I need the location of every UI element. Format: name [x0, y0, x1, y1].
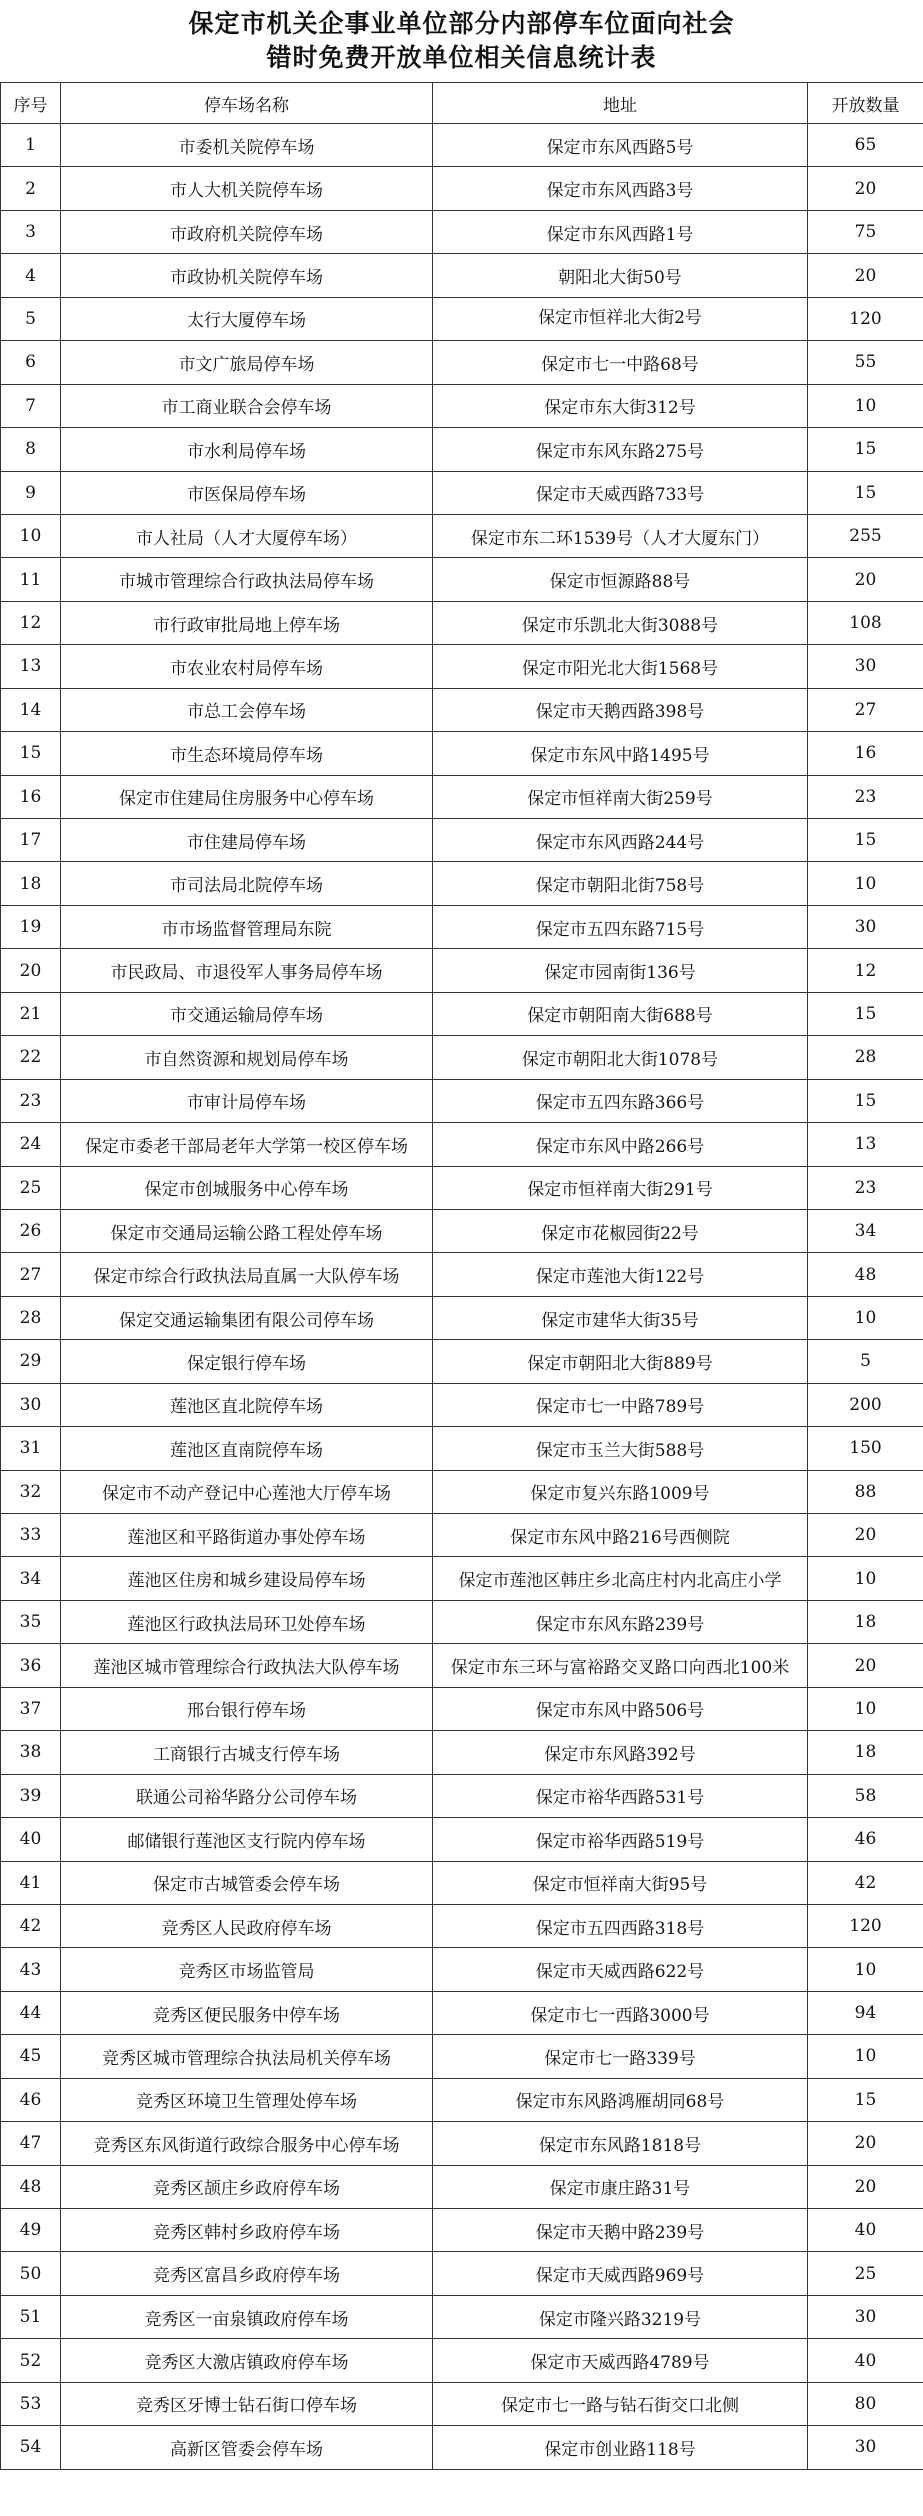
row-name: 市水利局停车场: [61, 428, 433, 471]
row-addr: 保定市东三环与富裕路交叉路口向西北100米: [433, 1644, 808, 1687]
row-num: 5: [1, 297, 61, 340]
table-row: [1, 2035, 923, 2078]
row-name: 保定交通运输集团有限公司停车场: [61, 1296, 433, 1339]
row-addr: 保定市花椒园街22号: [433, 1209, 808, 1252]
row-num: 19: [1, 905, 61, 948]
row-count: 10: [808, 1557, 923, 1600]
row-count: 75: [808, 210, 923, 253]
row-count: 200: [808, 1383, 923, 1426]
table-row: [1, 2122, 923, 2165]
row-name: 保定市委老干部局老年大学第一校区停车场: [61, 1123, 433, 1166]
row-name: 竞秀区环境卫生管理处停车场: [61, 2078, 433, 2121]
row-addr: 保定市朝阳北大街889号: [433, 1340, 808, 1383]
row-name: 竞秀区市场监管局: [61, 1948, 433, 1991]
row-num: 23: [1, 1079, 61, 1122]
row-count: 30: [808, 905, 923, 948]
table-row: [1, 688, 923, 731]
table-body: [1, 124, 923, 2470]
row-addr: 保定市天威西路733号: [433, 471, 808, 514]
row-addr: 保定市东风路鸿雁胡同68号: [433, 2078, 808, 2121]
row-num: 22: [1, 1036, 61, 1079]
row-name: 竞秀区便民服务中停车场: [61, 1991, 433, 2034]
row-name: 保定市创城服务中心停车场: [61, 1166, 433, 1209]
table-row: [1, 1991, 923, 2034]
row-addr: 保定市莲池区韩庄乡北高庄村内北高庄小学: [433, 1557, 808, 1600]
row-num: 6: [1, 341, 61, 384]
row-count: 108: [808, 601, 923, 644]
row-name: 市住建局停车场: [61, 819, 433, 862]
row-count: 55: [808, 341, 923, 384]
row-num: 25: [1, 1166, 61, 1209]
row-num: 21: [1, 992, 61, 1035]
table-row: [1, 1644, 923, 1687]
row-count: 10: [808, 1296, 923, 1339]
table-row: [1, 949, 923, 992]
row-addr: 保定市隆兴路3219号: [433, 2295, 808, 2338]
row-count: 15: [808, 1079, 923, 1122]
row-name: 保定市不动产登记中心莲池大厅停车场: [61, 1470, 433, 1513]
row-addr: 保定市东风东路275号: [433, 428, 808, 471]
table-row: [1, 1036, 923, 1079]
row-count: 15: [808, 471, 923, 514]
table-row: [1, 1774, 923, 1817]
row-num: 29: [1, 1340, 61, 1383]
table-row: [1, 167, 923, 210]
table-row: [1, 992, 923, 1035]
row-num: 17: [1, 819, 61, 862]
row-num: 44: [1, 1991, 61, 2034]
row-name: 高新区管委会停车场: [61, 2426, 433, 2469]
row-count: 30: [808, 645, 923, 688]
row-addr: 保定市东风西路5号: [433, 124, 808, 167]
row-name: 市行政审批局地上停车场: [61, 601, 433, 644]
table-row: [1, 2209, 923, 2252]
table-row: [1, 2252, 923, 2295]
row-num: 9: [1, 471, 61, 514]
row-addr: 保定市七一中路68号: [433, 341, 808, 384]
row-name: 莲池区城市管理综合行政执法大队停车场: [61, 1644, 433, 1687]
row-name: 竞秀区颉庄乡政府停车场: [61, 2165, 433, 2208]
row-name: 市工商业联合会停车场: [61, 384, 433, 427]
table-row: [1, 1427, 923, 1470]
row-name: 保定银行停车场: [61, 1340, 433, 1383]
row-name: 邮储银行莲池区支行院内停车场: [61, 1818, 433, 1861]
table-header: [1, 83, 923, 124]
row-addr: 保定市阳光北大街1568号: [433, 645, 808, 688]
row-num: 24: [1, 1123, 61, 1166]
title-line-2: 错时免费开放单位相关信息统计表: [266, 43, 657, 72]
row-num: 46: [1, 2078, 61, 2121]
table-row: [1, 775, 923, 818]
row-num: 48: [1, 2165, 61, 2208]
row-count: 30: [808, 2295, 923, 2338]
row-name: 莲池区行政执法局环卫处停车场: [61, 1600, 433, 1643]
row-name: 市司法局北院停车场: [61, 862, 433, 905]
table-row: [1, 558, 923, 601]
row-addr: 保定市朝阳北街758号: [433, 862, 808, 905]
table-row: [1, 645, 923, 688]
row-num: 12: [1, 601, 61, 644]
row-name: 市自然资源和规划局停车场: [61, 1036, 433, 1079]
row-num: 18: [1, 862, 61, 905]
table-row: [1, 297, 923, 340]
row-count: 20: [808, 1514, 923, 1557]
row-name: 市人社局（人才大厦停车场）: [61, 514, 433, 557]
row-name: 市市场监督管理局东院: [61, 905, 433, 948]
row-num: 43: [1, 1948, 61, 1991]
row-name: 市政府机关院停车场: [61, 210, 433, 253]
row-count: 10: [808, 384, 923, 427]
table-row: [1, 1253, 923, 1296]
row-addr: 保定市恒祥南大街291号: [433, 1166, 808, 1209]
row-num: 27: [1, 1253, 61, 1296]
table-row: [1, 1340, 923, 1383]
row-num: 37: [1, 1687, 61, 1730]
row-addr: 保定市恒源路88号: [433, 558, 808, 601]
table-row: [1, 2165, 923, 2208]
row-name: 莲池区直南院停车场: [61, 1427, 433, 1470]
row-name: 市农业农村局停车场: [61, 645, 433, 688]
table-row: [1, 1904, 923, 1947]
row-name: 市文广旅局停车场: [61, 341, 433, 384]
row-num: 39: [1, 1774, 61, 1817]
row-count: 18: [808, 1731, 923, 1774]
row-addr: 保定市恒祥南大街259号: [433, 775, 808, 818]
row-addr: 保定市园南街136号: [433, 949, 808, 992]
row-name: 市城市管理综合行政执法局停车场: [61, 558, 433, 601]
row-count: 25: [808, 2252, 923, 2295]
row-count: 10: [808, 2035, 923, 2078]
table-row: [1, 601, 923, 644]
table-row: [1, 384, 923, 427]
row-name: 竞秀区牙博士钻石街口停车场: [61, 2382, 433, 2425]
row-name: 联通公司裕华路分公司停车场: [61, 1774, 433, 1817]
row-name: 邢台银行停车场: [61, 1687, 433, 1730]
row-name: 保定市综合行政执法局直属一大队停车场: [61, 1253, 433, 1296]
table-row: [1, 2382, 923, 2425]
row-count: 40: [808, 2209, 923, 2252]
table-row: [1, 254, 923, 297]
row-addr: 保定市东风西路1号: [433, 210, 808, 253]
row-count: 16: [808, 732, 923, 775]
row-count: 120: [808, 1904, 923, 1947]
row-addr: 保定市恒祥北大街2号: [433, 297, 808, 340]
row-name: 竞秀区一亩泉镇政府停车场: [61, 2295, 433, 2338]
row-addr: 保定市乐凯北大街3088号: [433, 601, 808, 644]
row-num: 47: [1, 2122, 61, 2165]
row-num: 45: [1, 2035, 61, 2078]
row-addr: 保定市东风西路244号: [433, 819, 808, 862]
row-num: 33: [1, 1514, 61, 1557]
row-count: 10: [808, 862, 923, 905]
row-addr: 保定市五四西路318号: [433, 1904, 808, 1947]
table-row: [1, 1296, 923, 1339]
row-name: 市生态环境局停车场: [61, 732, 433, 775]
row-addr: 保定市天鹅中路239号: [433, 2209, 808, 2252]
row-count: 20: [808, 2165, 923, 2208]
table-row: [1, 1818, 923, 1861]
row-count: 15: [808, 992, 923, 1035]
row-count: 20: [808, 1644, 923, 1687]
row-name: 莲池区和平路街道办事处停车场: [61, 1514, 433, 1557]
row-name: 保定市交通局运输公路工程处停车场: [61, 1209, 433, 1252]
row-addr: 保定市五四东路715号: [433, 905, 808, 948]
table-row: [1, 1383, 923, 1426]
row-name: 竞秀区韩村乡政府停车场: [61, 2209, 433, 2252]
row-num: 13: [1, 645, 61, 688]
row-name: 竞秀区人民政府停车场: [61, 1904, 433, 1947]
row-addr: 保定市朝阳北大街1078号: [433, 1036, 808, 1079]
row-addr: 保定市七一路339号: [433, 2035, 808, 2078]
row-name: 市交通运输局停车场: [61, 992, 433, 1035]
title-line-1: 保定市机关企事业单位部分内部停车位面向社会: [188, 9, 735, 38]
row-count: 20: [808, 254, 923, 297]
row-addr: 保定市天鹅西路398号: [433, 688, 808, 731]
row-count: 10: [808, 1687, 923, 1730]
row-count: 48: [808, 1253, 923, 1296]
header-name: 停车场名称: [61, 83, 433, 124]
row-num: 20: [1, 949, 61, 992]
row-name: 市民政局、市退役军人事务局停车场: [61, 949, 433, 992]
row-addr: 保定市东大街312号: [433, 384, 808, 427]
row-addr: 保定市东二环1539号（人才大厦东门）: [433, 514, 808, 557]
table-row: [1, 1123, 923, 1166]
row-addr: 保定市康庄路31号: [433, 2165, 808, 2208]
row-num: 14: [1, 688, 61, 731]
row-addr: 保定市东风中路266号: [433, 1123, 808, 1166]
row-num: 38: [1, 1731, 61, 1774]
row-count: 18: [808, 1600, 923, 1643]
table-row: [1, 819, 923, 862]
row-count: 255: [808, 514, 923, 557]
table-row: [1, 124, 923, 167]
row-count: 150: [808, 1427, 923, 1470]
table-row: [1, 1600, 923, 1643]
row-addr: 保定市东风西路3号: [433, 167, 808, 210]
row-num: 8: [1, 428, 61, 471]
row-num: 30: [1, 1383, 61, 1426]
row-count: 46: [808, 1818, 923, 1861]
table-row: [1, 1557, 923, 1600]
table-row: [1, 2426, 923, 2469]
row-count: 23: [808, 1166, 923, 1209]
row-addr: 保定市东风东路239号: [433, 1600, 808, 1643]
row-num: 50: [1, 2252, 61, 2295]
row-num: 34: [1, 1557, 61, 1600]
row-addr: 保定市裕华西路519号: [433, 1818, 808, 1861]
row-num: 10: [1, 514, 61, 557]
row-addr: 保定市东风中路1495号: [433, 732, 808, 775]
row-count: 42: [808, 1861, 923, 1904]
row-addr: 朝阳北大街50号: [433, 254, 808, 297]
row-count: 34: [808, 1209, 923, 1252]
table-row: [1, 341, 923, 384]
row-name: 工商银行古城支行停车场: [61, 1731, 433, 1774]
table-row: [1, 210, 923, 253]
document-title: [0, 0, 923, 82]
row-addr: 保定市天威西路969号: [433, 2252, 808, 2295]
row-count: 58: [808, 1774, 923, 1817]
row-addr: 保定市七一西路3000号: [433, 1991, 808, 2034]
table-row: [1, 862, 923, 905]
row-name: 市委机关院停车场: [61, 124, 433, 167]
row-addr: 保定市七一路与钻石街交口北侧: [433, 2382, 808, 2425]
table-row: [1, 1948, 923, 1991]
row-name: 市审计局停车场: [61, 1079, 433, 1122]
row-num: 3: [1, 210, 61, 253]
row-count: 23: [808, 775, 923, 818]
row-addr: 保定市东风中路506号: [433, 1687, 808, 1730]
header-count: 开放数量: [808, 83, 923, 124]
row-count: 13: [808, 1123, 923, 1166]
row-name: 保定市古城管委会停车场: [61, 1861, 433, 1904]
row-addr: 保定市复兴东路1009号: [433, 1470, 808, 1513]
row-count: 5: [808, 1340, 923, 1383]
row-addr: 保定市天威西路4789号: [433, 2339, 808, 2382]
row-name: 莲池区直北院停车场: [61, 1383, 433, 1426]
table-row: [1, 1470, 923, 1513]
row-name: 竞秀区城市管理综合执法局机关停车场: [61, 2035, 433, 2078]
row-addr: 保定市天威西路622号: [433, 1948, 808, 1991]
parking-table: [0, 82, 923, 2470]
row-addr: 保定市东风路1818号: [433, 2122, 808, 2165]
table-row: [1, 905, 923, 948]
table-row: [1, 1687, 923, 1730]
row-num: 53: [1, 2382, 61, 2425]
header-addr: 地址: [433, 83, 808, 124]
row-addr: 保定市东风路392号: [433, 1731, 808, 1774]
table-row: [1, 2295, 923, 2338]
table-row: [1, 1514, 923, 1557]
row-count: 88: [808, 1470, 923, 1513]
row-count: 94: [808, 1991, 923, 2034]
row-addr: 保定市建华大街35号: [433, 1296, 808, 1339]
row-num: 11: [1, 558, 61, 601]
row-num: 28: [1, 1296, 61, 1339]
row-count: 15: [808, 2078, 923, 2121]
table-row: [1, 1166, 923, 1209]
table-row: [1, 732, 923, 775]
row-addr: 保定市五四东路366号: [433, 1079, 808, 1122]
row-count: 20: [808, 167, 923, 210]
row-addr: 保定市七一中路789号: [433, 1383, 808, 1426]
row-count: 40: [808, 2339, 923, 2382]
row-num: 26: [1, 1209, 61, 1252]
table-row: [1, 471, 923, 514]
table-row: [1, 1861, 923, 1904]
row-num: 52: [1, 2339, 61, 2382]
row-num: 1: [1, 124, 61, 167]
row-num: 4: [1, 254, 61, 297]
row-addr: 保定市东风中路216号西侧院: [433, 1514, 808, 1557]
row-name: 市医保局停车场: [61, 471, 433, 514]
row-name: 竞秀区大激店镇政府停车场: [61, 2339, 433, 2382]
row-addr: 保定市朝阳南大街688号: [433, 992, 808, 1035]
row-addr: 保定市创业路118号: [433, 2426, 808, 2469]
table-row: [1, 1731, 923, 1774]
row-count: 20: [808, 2122, 923, 2165]
table-row: [1, 514, 923, 557]
row-addr: 保定市恒祥南大街95号: [433, 1861, 808, 1904]
row-num: 31: [1, 1427, 61, 1470]
row-count: 15: [808, 428, 923, 471]
row-num: 16: [1, 775, 61, 818]
row-count: 10: [808, 1948, 923, 1991]
row-num: 7: [1, 384, 61, 427]
row-count: 28: [808, 1036, 923, 1079]
row-num: 40: [1, 1818, 61, 1861]
row-addr: 保定市玉兰大街588号: [433, 1427, 808, 1470]
row-num: 49: [1, 2209, 61, 2252]
table-row: [1, 2339, 923, 2382]
row-count: 120: [808, 297, 923, 340]
row-name: 市人大机关院停车场: [61, 167, 433, 210]
row-num: 51: [1, 2295, 61, 2338]
row-count: 65: [808, 124, 923, 167]
row-name: 莲池区住房和城乡建设局停车场: [61, 1557, 433, 1600]
row-name: 竞秀区富昌乡政府停车场: [61, 2252, 433, 2295]
row-name: 竞秀区东风街道行政综合服务中心停车场: [61, 2122, 433, 2165]
table-row: [1, 428, 923, 471]
row-num: 54: [1, 2426, 61, 2469]
row-num: 2: [1, 167, 61, 210]
row-addr: 保定市裕华西路531号: [433, 1774, 808, 1817]
row-num: 41: [1, 1861, 61, 1904]
row-count: 20: [808, 558, 923, 601]
table-row: [1, 1079, 923, 1122]
row-num: 32: [1, 1470, 61, 1513]
table-row: [1, 1209, 923, 1252]
header-num: 序号: [1, 83, 61, 124]
row-count: 27: [808, 688, 923, 731]
row-name: 市总工会停车场: [61, 688, 433, 731]
table-row: [1, 2078, 923, 2121]
row-name: 市政协机关院停车场: [61, 254, 433, 297]
row-num: 36: [1, 1644, 61, 1687]
row-addr: 保定市莲池大街122号: [433, 1253, 808, 1296]
row-count: 12: [808, 949, 923, 992]
row-name: 太行大厦停车场: [61, 297, 433, 340]
row-count: 80: [808, 2382, 923, 2425]
row-num: 15: [1, 732, 61, 775]
row-num: 35: [1, 1600, 61, 1643]
row-num: 42: [1, 1904, 61, 1947]
row-count: 30: [808, 2426, 923, 2469]
row-name: 保定市住建局住房服务中心停车场: [61, 775, 433, 818]
row-count: 15: [808, 819, 923, 862]
